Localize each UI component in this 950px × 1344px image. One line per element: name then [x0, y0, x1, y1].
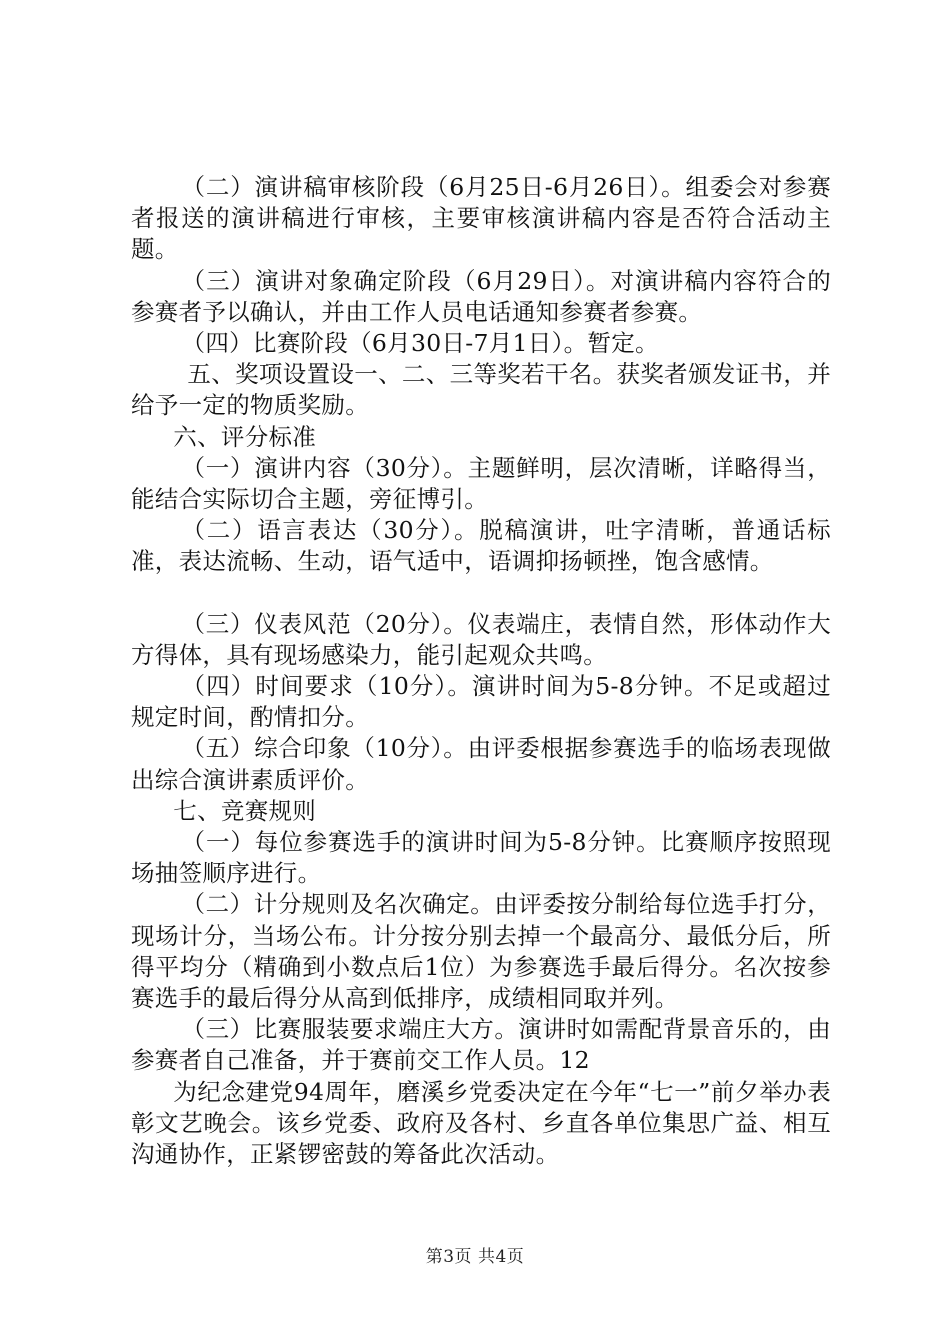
paragraph-selection-stage: （三）演讲对象确定阶段（6月29日）。对演讲稿内容符合的参赛者予以确认，并由工作人员电话通知参赛者参赛。	[131, 266, 831, 326]
page-number-footer: 第3页 共4页	[425, 1247, 525, 1267]
heading-competition-rules: 七、竞赛规则	[173, 796, 317, 825]
paragraph-criteria-appearance: （三）仪表风范（20分）。仪表端庄，表情自然，形体动作大方得体，具有现场感染力，能引起观众共鸣。	[131, 609, 831, 669]
document-body	[131, 172, 831, 1170]
paragraph-rule-scoring: （二）计分规则及名次确定。由评委按分制给每位选手打分，现场计分，当场公布。计分按分别去掉一个最高分、最低分后，所得平均分（精确到小数点后1位）为参赛选手最后得分。名次按参赛选手的最后得分从高到低排序，成绩相同取并列。	[131, 890, 831, 1013]
paragraph-competition-stage: （四）比赛阶段（6月30日-7月1日）。暂定。	[181, 329, 659, 358]
paragraph-criteria-time: （四）时间要求（10分）。演讲时间为5-8分钟。不足或超过规定时间，酌情扣分。	[131, 672, 831, 732]
paragraph-awards: 五、奖项设置设一、二、三等奖若干名。获奖者颁发证书，并给予一定的物质奖励。	[131, 360, 831, 420]
paragraph-criteria-impression: （五）综合印象（10分）。由评委根据参赛选手的临场表现做出综合演讲素质评价。	[131, 734, 831, 794]
heading-scoring-criteria: 六、评分标准	[173, 422, 317, 451]
paragraph-criteria-content: （一）演讲内容（30分）。主题鲜明，层次清晰，详略得当，能结合实际切合主题，旁征博引。	[131, 453, 831, 514]
paragraph-criteria-language: （二）语言表达（30分）。脱稿演讲，吐字清晰，普通话标准，表达流畅、生动，语气适中，语调抑扬顿挫，饱含感情。	[131, 516, 831, 576]
paragraph-review-stage: （二）演讲稿审核阶段（6月25日-6月26日）。组委会对参赛者报送的演讲稿进行审核，主要审核演讲稿内容是否符合活动主题。	[131, 173, 831, 264]
paragraph-rule-time: （一）每位参赛选手的演讲时间为5-8分钟。比赛顺序按照现场抽签顺序进行。	[131, 828, 831, 888]
paragraph-rule-attire: （三）比赛服装要求端庄大方。演讲时如需配背景音乐的，由参赛者自己准备，并于赛前交工作人员。12	[131, 1015, 831, 1075]
paragraph-gala-intro: 为纪念建党94周年，磨溪乡党委决定在今年“七一”前夕举办表彰文艺晚会。该乡党委、政府及各村、乡直各单位集思广益、相互沟通协作，正紧锣密鼓的筹备此次活动。	[131, 1077, 831, 1169]
